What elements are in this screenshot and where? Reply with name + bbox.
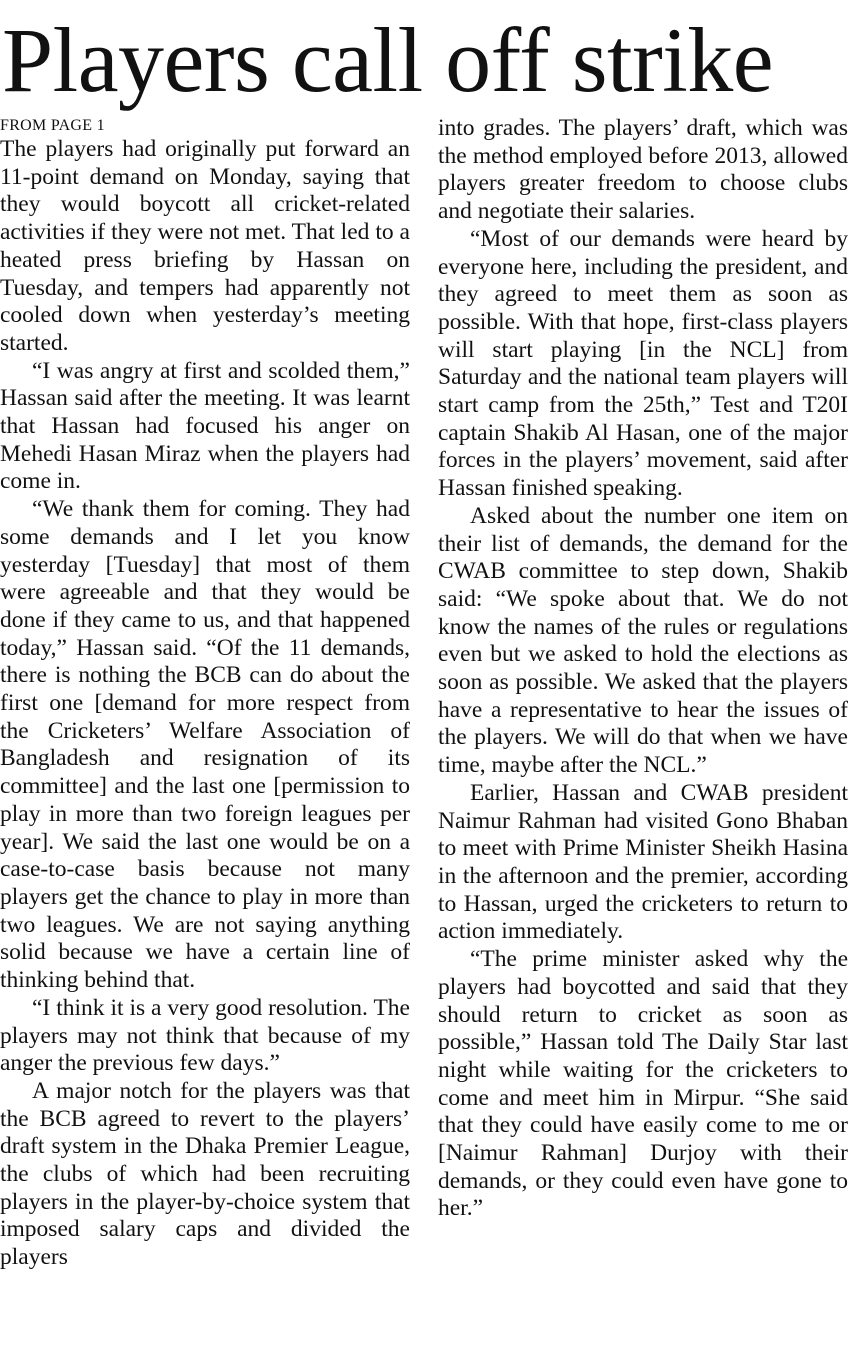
paragraph: “We thank them for coming. They had some demands and I let you know yesterday [Tuesday] that most of them were agreeable and that they would be done if they came to us, and that happened today,” Hassan said. “Of the 11 demands, there is nothing the BCB can do about the first one [demand for more respect from the Cricketers’ Welfare Association of Bangladesh and resignation of its committee] and the last one [permission to play in more than two foreign leagues per year]. We said the last one would be on a case-to-case basis because not many players get the chance to play in more than two leagues. We are not saying anything solid because we have a certain line of thinking behind that. [0, 496, 410, 994]
paragraph: into grades. The players’ draft, which was the method employed before 2013, allowed players greater freedom to choose clubs and negotiate their salaries. [438, 115, 848, 225]
paragraph: “I was angry at first and scolded them,” Hassan said after the meeting. It was learnt that Hassan had focused his anger on Mehedi Hasan Miraz when the players had come in. [0, 357, 410, 495]
paragraph: A major notch for the players was that the BCB agreed to revert to the players’ draft system in the Dhaka Premier League, the clubs of which had been recruiting players in the player-by-choice system that imposed salary caps and divided the players [0, 1077, 410, 1271]
article-column-left [0, 112, 410, 1272]
paragraph: “Most of our demands were heard by everyone here, including the president, and they agreed to meet them as soon as possible. With that hope, first-class players will start playing [in the NCL] from Saturday and the national team players will start camp from the 25th,” Test and T20I captain Shakib Al Hasan, one of the major forces in the players’ movement, said after Hassan finished speaking. [438, 225, 848, 502]
paragraph: “The prime minister asked why the players had boycotted and said that they should return to cricket as soon as possible,” Hassan told The Daily Star last night while waiting for the cricketers to come and meet him in Mirpur. “She said that they could have easily come to me or [Naimur Rahman] Durjoy with their demands, or they could even have gone to her.” [438, 946, 848, 1222]
article-column-right [438, 115, 848, 1223]
paragraph: Asked about the number one item on their list of demands, the demand for the CWAB committee to step down, Shakib said: “We spoke about that. We do not know the names of the rules or regulations even but we asked to hold the elections as soon as possible. We asked that the players have a representative to hear the issues of the players. We will do that when we have time, maybe after the NCL.” [438, 502, 848, 779]
paragraph: “I think it is a very good resolution. The players may not think that because of my anger the previous few days.” [0, 994, 410, 1077]
paragraph: Earlier, Hassan and CWAB president Naimur Rahman had visited Gono Bhaban to meet with Prime Minister Sheikh Hasina in the afternoon and the premier, according to Hassan, urged the cricketers to return to action immediately. [438, 779, 848, 945]
headline: Players call off strike [2, 9, 774, 111]
kicker-from-page: FROM PAGE 1 [0, 117, 105, 134]
paragraph: The players had originally put forward an 11-point demand on Monday, saying that they would boycott all cricket-related activities if they were not met. That led to a heated press briefing by Hassan on Tuesday, and tempers had apparently not cooled down when yesterday’s meeting started. [0, 136, 410, 356]
